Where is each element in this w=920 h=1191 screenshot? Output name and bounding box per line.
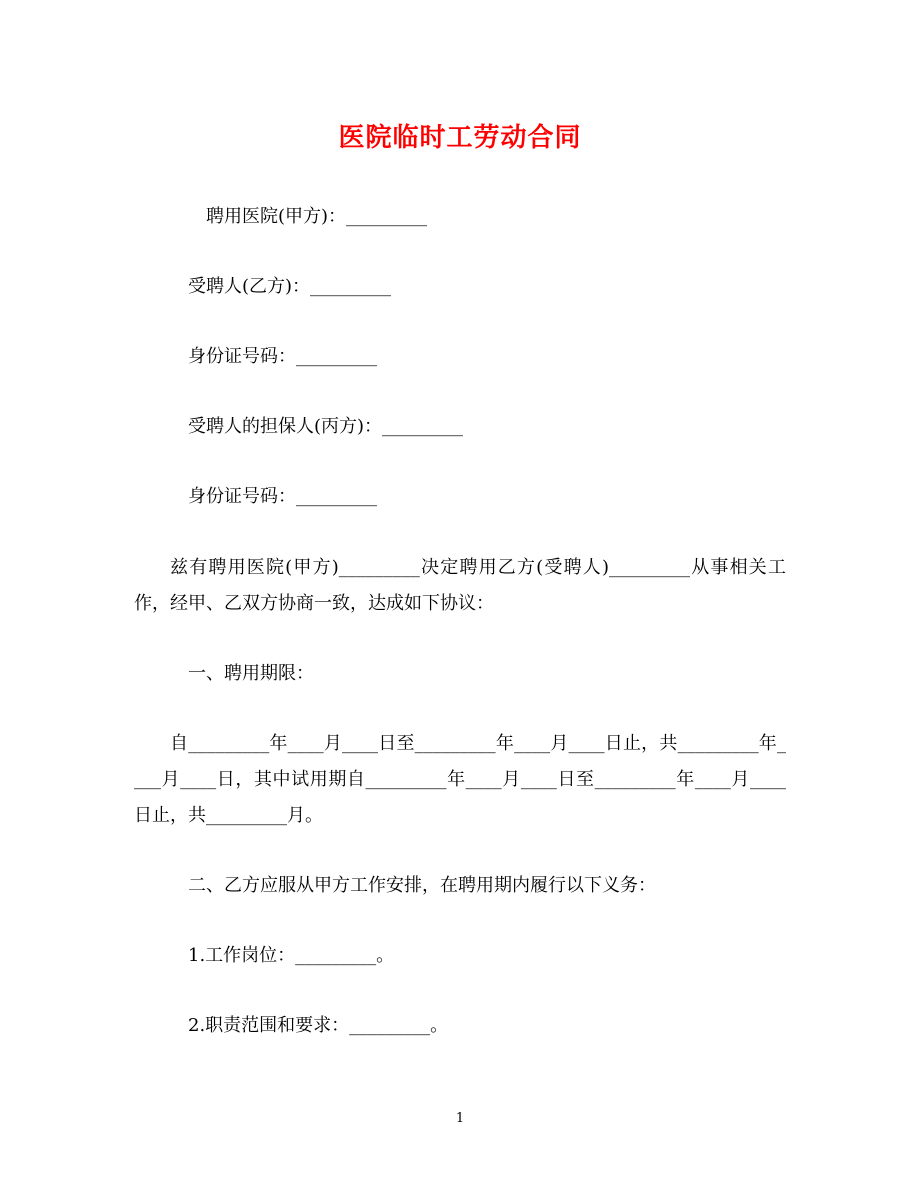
document-title: 医院临时工劳动合同 [338,123,582,153]
employee-field: 受聘人(乙方)：_________ [188,276,392,297]
guarantor-field: 受聘人的担保人(丙方)：_________ [188,416,464,437]
section-2-item-2: 2.职责范围和要求：_________。 [188,1015,449,1036]
guarantor-id-field: 身份证号码：_________ [188,486,377,507]
section-1-heading: 一、聘用期限： [188,663,314,684]
section-2-item-1: 1.工作岗位：_________。 [188,945,395,966]
employee-id-field: 身份证号码：_________ [188,346,377,367]
section-1-body: 自_________年____月____日至_________年____月____日止，共_________年____月____日，其中试用期自_________年____月____日至_________年____月____日止，共_________月。 [134,733,786,826]
section-2-heading: 二、乙方应服从甲方工作安排，在聘用期内履行以下义务： [188,875,656,896]
intro-paragraph: 兹有聘用医院(甲方)_________决定聘用乙方(受聘人)_________从事相关工作，经甲、乙双方协商一致，达成如下协议： [134,557,786,614]
employer-field: 聘用医院(甲方)：_________ [206,206,428,227]
page-number: 1 [455,1111,465,1126]
